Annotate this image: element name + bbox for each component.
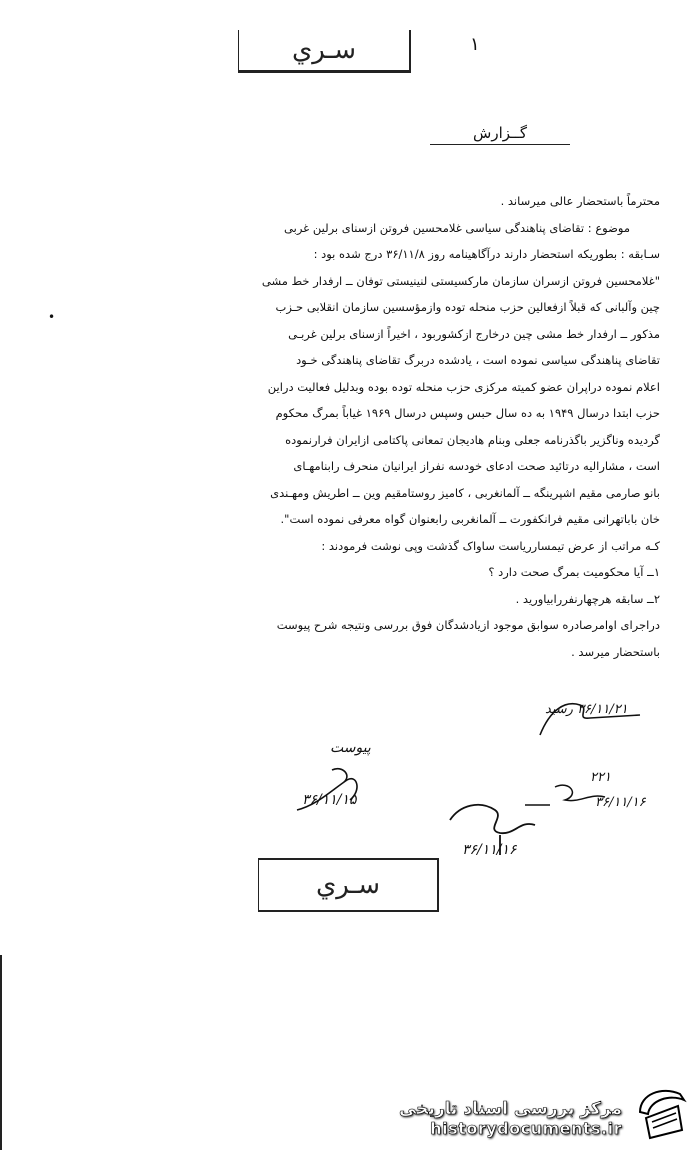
handwritten-date-left: ۳۶/۱۱/۱۵ — [302, 792, 357, 808]
handwritten-note-attached: پیوست — [330, 740, 371, 756]
question-1: ۱ــ آیا محکومیت بمرگ صحت دارد ؟ — [488, 565, 660, 579]
salutation: محترماً باستحضار عالی میرساند . — [500, 194, 660, 208]
page-mark: ۱ — [470, 34, 480, 55]
closing-line-1: دراجرای اوامرصادره سوابق موجود ازیادشدگان فوق بررسی ونتیجه شرح پیوست — [276, 618, 660, 632]
body-line-7: حزب ابتدا درسال ۱۹۴۹ به ده سال حبس وسپس درسال ۱۹۶۹ غیاباً بمرگ محکوم — [275, 406, 660, 420]
closing-line-2: باستحضار میرسد . — [571, 644, 660, 659]
signature-scribble-top-right — [520, 690, 670, 740]
body-line-1: سـابقه : بطوریکه استحضار دارند درآگاهینامه روز ۳۶/۱۱/۸ درج شده بود : — [313, 247, 660, 261]
report-body — [80, 188, 660, 665]
body-line-9: است ، مشارالیه درتائید صحت ادعای خودسه نفراز ایرانیان منحرف رابنامهـای — [293, 459, 660, 473]
body-line-12: کـه مراتب از عرض تیمسارریاست ساواک گذشت وپی نوشت فرمودند : — [321, 538, 660, 553]
body-line-3: چین وآلبانی که قبلاً ازفعالین حزب منحله توده وازمؤسسین سازمان انقلابی حـزب — [275, 300, 660, 314]
scan-edge-line — [0, 955, 2, 1150]
signature-scribble-left — [292, 760, 402, 820]
subject-line: موضوع : تقاضای پناهندگی سیاسی غلامحسین فروتن ازسنای برلین غربی — [284, 220, 630, 235]
secret-stamp-bottom-text: سـري — [315, 870, 381, 900]
watermark-logo-icon — [632, 1082, 692, 1142]
handwritten-number: ۲۲۱ — [590, 770, 611, 785]
body-line-10: بانو صارمی مقیم اشپرینگه ــ آلمانغربی ، کامیز روستامقیم وین ــ اطریش ومهـندی — [270, 485, 660, 500]
body-line-2: "غلامحسین فروتن ازسران سازمان مارکسیستی لنینیستی توفان ــ ارفدار خط مشی — [261, 273, 660, 288]
report-title: گــزارش — [430, 124, 570, 145]
handwritten-date-right: ۳۶/۱۱/۱۶ — [595, 795, 646, 810]
body-line-4: مذکور ــ ارفدار خط مشی چین درخارج ازکشوربود ، اخیراً ازسنای برلین غربـی — [288, 326, 660, 341]
handwritten-date-center: ۳۶/۱۱/۱۶ — [462, 842, 517, 858]
handwritten-note-received: ۳۶/۱۱/۲۱ رسید — [545, 702, 628, 717]
secret-stamp-top — [238, 30, 411, 73]
secret-stamp-bottom — [258, 858, 439, 912]
body-line-6: اعلام نموده دراپران عضو کمیته مرکزی حزب منحله توده بوده وبدلیل فعالیت دراین — [267, 379, 660, 394]
watermark — [399, 1099, 622, 1138]
body-line-8: گردیده وناگزیر باگذرنامه جعلی وبنام هادیجان تمعانی پاکتامی ازایران فرارنموده — [285, 432, 660, 447]
margin-dot: • — [48, 310, 56, 324]
question-2: ۲ــ سابقه هرچهارنفررابیاورید . — [515, 591, 660, 606]
secret-stamp-top-text: سـري — [291, 35, 357, 65]
watermark-name: مرکز بررسی اسناد تاریخی — [399, 1099, 622, 1119]
body-line-11: خان باباتهرانی مقیم فرانکفورت ــ آلمانغربی رابعنوان گواه معرفی نموده است". — [280, 512, 660, 526]
body-line-5: تقاضای پناهندگی سیاسی نموده است ، یادشده دربرگ تقاضای پناهندگی خـود — [296, 353, 660, 367]
watermark-url: historydocuments.ir — [430, 1119, 622, 1138]
